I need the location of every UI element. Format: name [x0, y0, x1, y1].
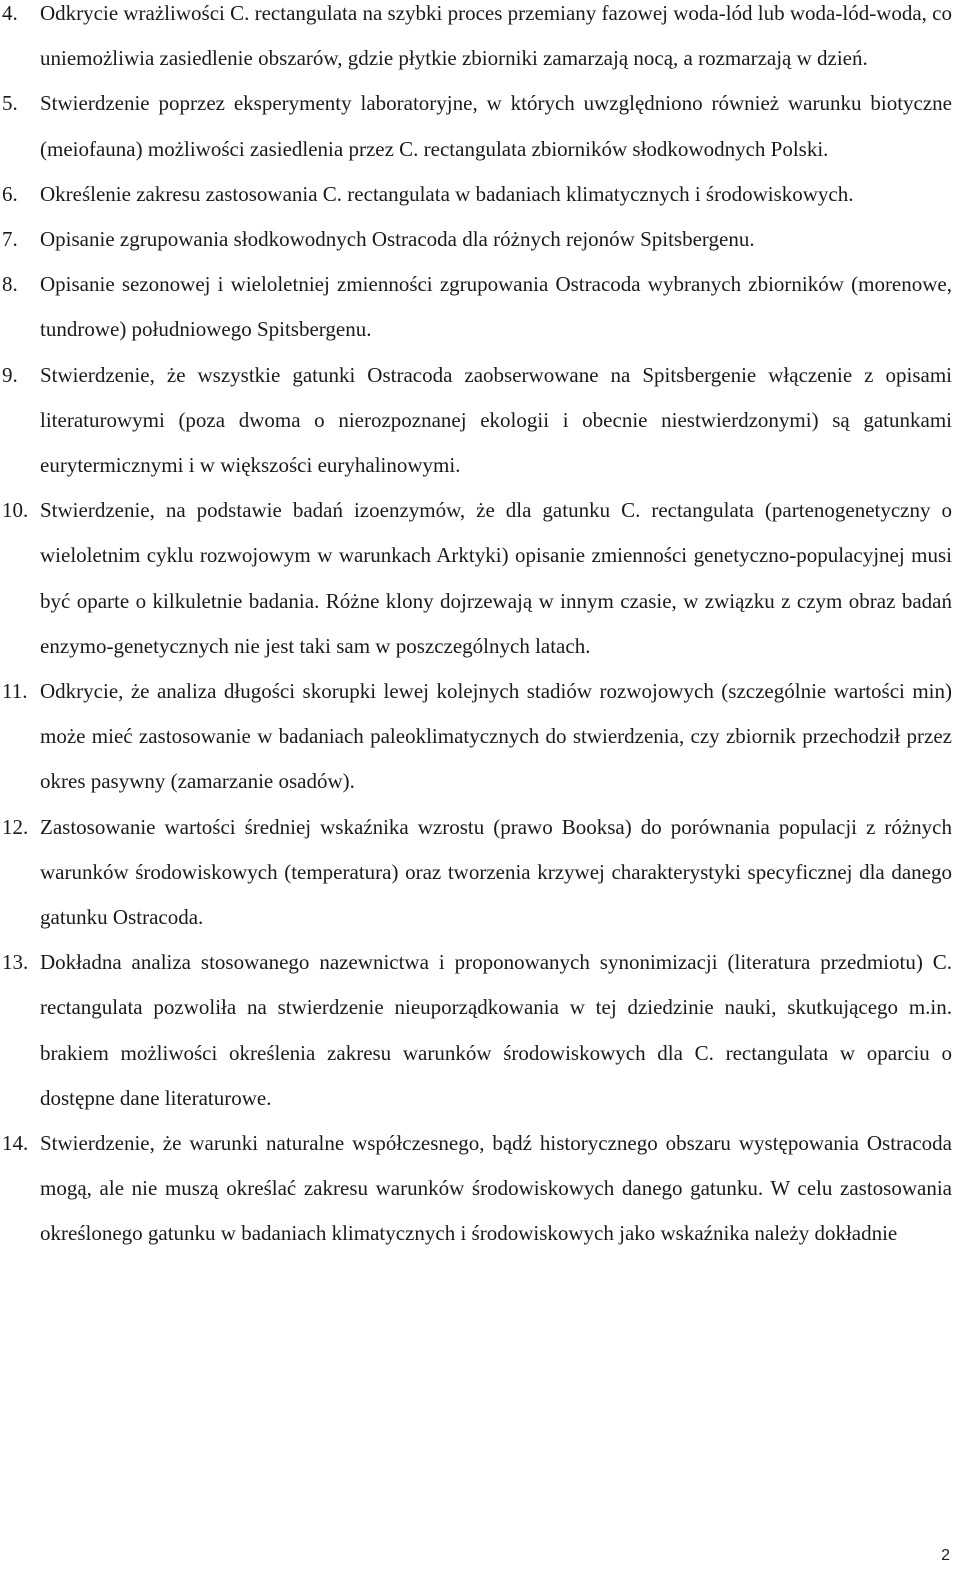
list-item-7 — [0, 217, 960, 262]
list-item-11 — [0, 669, 960, 805]
item-text: Opisanie sezonowej i wieloletniej zmienności zgrupowania Ostracoda wybranych zbiorników (morenowe, tundrowe) południowego Spitsbergenu. — [40, 272, 952, 342]
item-number: 9. — [2, 362, 18, 387]
list-item-4 — [0, 0, 960, 81]
item-number: 10. — [2, 498, 29, 523]
item-number: 11. — [2, 679, 28, 704]
list-item-13 — [0, 940, 960, 1121]
list-item-8 — [0, 262, 960, 352]
item-text: Stwierdzenie, na podstawie badań izoenzymów, że dla gatunku C. rectangulata (partenogenetyczny o wieloletnim cyklu rozwojowym w warunkach Arktyki) opisanie zmienności genetyczno-populacyjnej musi być oparte o kilkuletnie badania. Różne klony dojrzewają w innym czasie, w związku z czym obraz badań enzymo-genetycznych nie jest taki sam w poszczególnych latach. — [40, 498, 952, 658]
item-text: Odkrycie wrażliwości C. rectangulata na szybki proces przemiany fazowej woda-lód lub woda-lód-woda, co uniemożliwia zasiedlenie obszarów, gdzie płytkie zbiorniki zamarzają nocą, a rozmarzają w dzień. — [40, 1, 953, 71]
item-text: Określenie zakresu zastosowania C. rectangulata w badaniach klimatycznych i środowiskowych. — [40, 181, 854, 206]
item-number: 12. — [2, 814, 29, 839]
item-number: 8. — [2, 272, 18, 297]
item-number: 5. — [2, 91, 18, 116]
item-text: Zastosowanie wartości średniej wskaźnika wzrostu (prawo Booksa) do porównania populacji z różnych warunków środowiskowych (temperatura) oraz tworzenia krzywej charakterystyki specyficznej dla danego gatunku Ostracoda. — [40, 814, 952, 930]
list-item-5 — [0, 81, 960, 171]
item-number: 7. — [2, 227, 18, 252]
list-item-12 — [0, 805, 960, 941]
item-text: Stwierdzenie poprzez eksperymenty laboratoryjne, w których uwzględniono również warunku biotyczne (meiofauna) możliwości zasiedlenia przez C. rectangulata zbiorników słodkowodnych Polski. — [40, 91, 952, 161]
list-item-14 — [0, 1121, 960, 1257]
item-number: 6. — [2, 181, 18, 206]
item-text: Dokładna analiza stosowanego nazewnictwa i proponowanych synonimizacji (literatura przedmiotu) C. rectangulata pozwoliła na stwierdzenie nieuporządkowania w tej dziedzinie nauki, skutkującego m.in. brakiem możliwości określenia zakresu warunków środowiskowych dla C. rectangulata w oparciu o dostępne dane literaturowe. — [40, 950, 952, 1110]
list-item-10 — [0, 488, 960, 669]
page-number: 2 — [941, 1547, 950, 1564]
item-number: 4. — [2, 1, 18, 25]
item-text: Stwierdzenie, że wszystkie gatunki Ostracoda zaobserwowane na Spitsbergenie włączenie z opisami literaturowymi (poza dwoma o nierozpoznanej ekologii i obecnie niestwierdzonymi) są gatunkami eurytermicznymi i w większości euryhalinowymi. — [40, 362, 952, 478]
item-number: 14. — [2, 1131, 29, 1156]
list-item-9 — [0, 353, 960, 489]
list-item-6 — [0, 172, 960, 217]
item-text: Odkrycie, że analiza długości skorupki lewej kolejnych stadiów rozwojowych (szczególnie wartości min) może mieć zastosowanie w badaniach paleoklimatycznych do stwierdzenia, czy zbiornik przechodził przez okres pasywny (zamarzanie osadów). — [40, 679, 952, 794]
item-number: 13. — [2, 950, 29, 975]
item-text: Stwierdzenie, że warunki naturalne współczesnego, bądź historycznego obszaru występowania Ostracoda mogą, ale nie muszą określać zakresu warunków środowiskowych danego gatunku. W celu zastosowania określonego gatunku w badaniach klimatycznych i środowiskowych jako wskaźnika należy dokładnie — [40, 1131, 952, 1246]
item-text: Opisanie zgrupowania słodkowodnych Ostracoda dla różnych rejonów Spitsbergenu. — [40, 227, 755, 252]
